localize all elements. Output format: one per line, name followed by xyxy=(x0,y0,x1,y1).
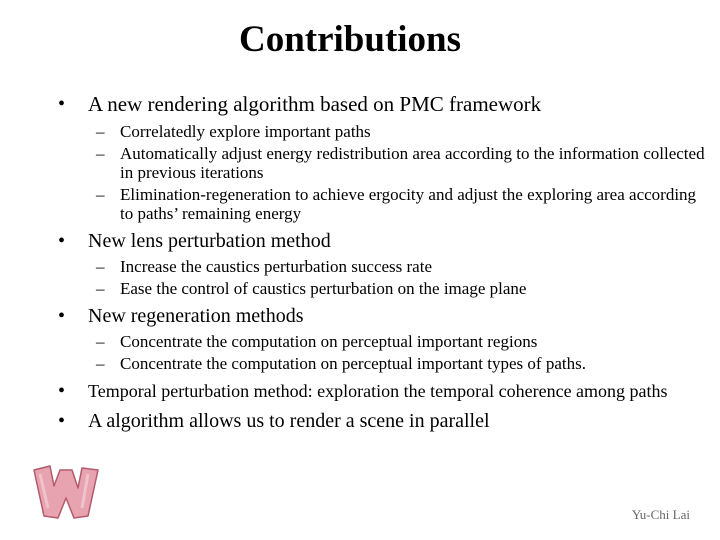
sub-bullet-marker: – xyxy=(96,354,105,373)
sub-bullet-item xyxy=(58,122,708,141)
sub-bullet-item xyxy=(58,257,708,276)
sub-bullet-text: Automatically adjust energy redistribution area according to the information collected in previous iterations xyxy=(120,144,705,182)
sub-bullet-item xyxy=(58,185,708,223)
university-w-logo-icon xyxy=(30,460,106,524)
sub-bullet-text: Concentrate the computation on perceptual important types of paths. xyxy=(120,354,586,373)
bullet-text: A algorithm allows us to render a scene in parallel xyxy=(88,410,490,432)
sub-bullet-item xyxy=(58,144,708,182)
sub-bullet-text: Elimination-regeneration to achieve ergocity and adjust the exploring area according to paths’ remaining energy xyxy=(120,185,697,223)
bullet-text: A new rendering algorithm based on PMC framework xyxy=(88,92,542,116)
sub-bullet-marker: – xyxy=(96,332,105,351)
sub-bullet-text: Correlatedly explore important paths xyxy=(120,122,371,141)
sub-bullet-item xyxy=(58,332,708,351)
bullet-marker: • xyxy=(58,410,66,432)
bullet-marker: • xyxy=(58,380,66,402)
bullet-marker: • xyxy=(58,230,66,252)
bullet-text: New lens perturbation method xyxy=(88,230,331,252)
sub-bullet-item xyxy=(58,354,708,373)
bullet-item-5 xyxy=(58,409,708,433)
bullet-item-1 xyxy=(58,90,708,118)
sub-bullet-text: Ease the control of caustics perturbation on the image plane xyxy=(120,279,527,298)
sub-bullet-marker: – xyxy=(96,122,105,141)
sub-bullet-item xyxy=(58,279,708,298)
bullet-text: Temporal perturbation method: exploration the temporal coherence among paths xyxy=(88,381,668,401)
bullet-marker: • xyxy=(58,93,66,115)
bullet-item-3 xyxy=(58,304,708,328)
sub-bullet-marker: – xyxy=(96,257,105,276)
sub-bullet-marker: – xyxy=(96,279,105,298)
sub-bullet-text: Concentrate the computation on perceptual important regions xyxy=(120,332,538,351)
author-footer: Yu-Chi Lai xyxy=(631,507,690,522)
bullet-item-4 xyxy=(58,379,708,403)
sub-bullet-text: Increase the caustics perturbation success rate xyxy=(120,257,432,276)
bullet-marker: • xyxy=(58,305,66,327)
sub-bullet-marker: – xyxy=(96,144,105,163)
bullet-list xyxy=(58,90,708,433)
bullet-text: New regeneration methods xyxy=(88,305,304,327)
page-title: Contributions xyxy=(238,19,462,60)
bullet-item-2 xyxy=(58,229,708,253)
sub-bullet-marker: – xyxy=(96,185,105,204)
